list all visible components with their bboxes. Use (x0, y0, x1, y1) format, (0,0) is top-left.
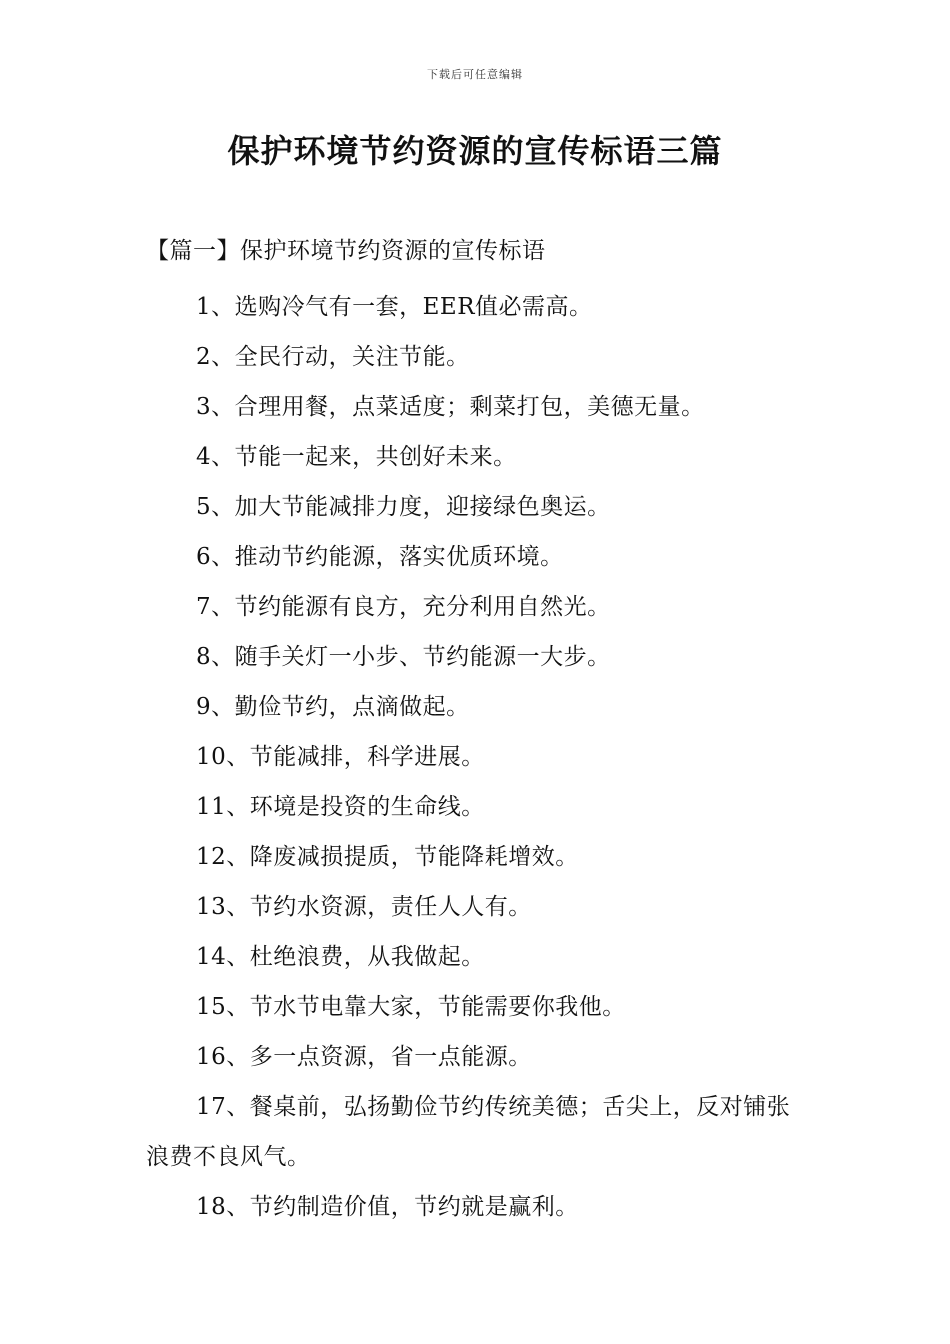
slogan-item: 15、节水节电靠大家，节能需要你我他。 (196, 994, 626, 1020)
slogan-list (146, 282, 806, 1232)
slogan-item: 3、合理用餐，点菜适度；剩菜打包，美德无量。 (196, 394, 705, 420)
document-title: 保护环境节约资源的宣传标语三篇 (227, 132, 723, 170)
slogan-item: 1、选购冷气有一套，EER值必需高。 (196, 294, 593, 320)
slogan-item: 16、多一点资源，省一点能源。 (196, 1044, 532, 1070)
slogan-item: 17、餐桌前，弘扬勤俭节约传统美德；舌尖上，反对铺张浪费不良风气。 (146, 1094, 791, 1170)
slogan-item: 6、推动节约能源，落实优质环境。 (196, 544, 564, 570)
slogan-item: 5、加大节能减排力度，迎接绿色奥运。 (196, 494, 611, 520)
slogan-item: 12、降废减损提质，节能降耗增效。 (196, 844, 579, 870)
slogan-item: 7、节约能源有良方，充分利用自然光。 (196, 594, 611, 620)
slogan-item: 8、随手关灯一小步、节约能源一大步。 (196, 644, 611, 670)
slogan-item: 18、节约制造价值，节约就是赢利。 (196, 1194, 579, 1220)
slogan-item: 4、节能一起来，共创好未来。 (196, 444, 517, 470)
section-heading: 【篇一】保护环境节约资源的宣传标语 (146, 238, 546, 264)
slogan-item: 13、节约水资源，责任人人有。 (196, 894, 532, 920)
slogan-item: 11、环境是投资的生命线。 (196, 794, 485, 820)
slogan-item: 9、勤俭节约，点滴做起。 (196, 694, 470, 720)
slogan-item: 14、杜绝浪费，从我做起。 (196, 944, 485, 970)
slogan-item: 10、节能减排，科学进展。 (196, 744, 485, 770)
slogan-item: 2、全民行动，关注节能。 (196, 344, 470, 370)
header-note: 下载后可任意编辑 (427, 68, 523, 81)
